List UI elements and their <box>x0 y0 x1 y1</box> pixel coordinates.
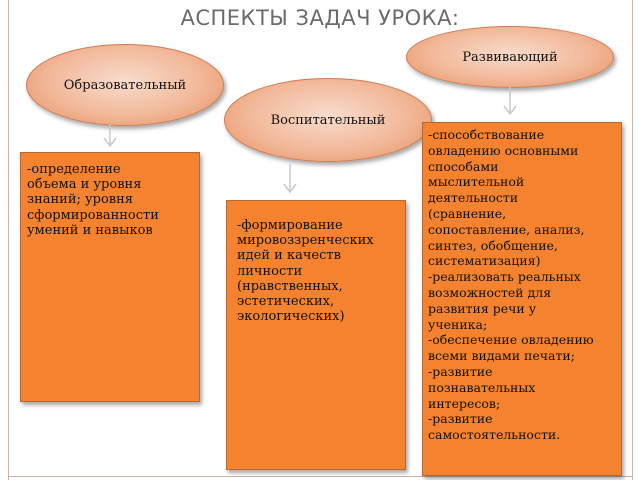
aspect-oval-educational <box>26 44 224 126</box>
aspect-text-educational: -определение объема и уровня знаний; уровня сформированности умений и навыков <box>27 162 159 238</box>
frame-line-right <box>632 0 633 480</box>
aspect-text-upbringing: -формирование мировоззренческих идей и качеств личности (нравственных, эстетических, экологических) <box>237 218 374 325</box>
frame-line-left <box>8 0 9 480</box>
aspect-label-developing: Развивающий <box>462 49 558 65</box>
aspect-box-developing <box>422 122 622 476</box>
aspect-oval-upbringing <box>224 78 432 162</box>
arrow-down-icon <box>100 124 120 152</box>
aspect-text-developing: -способствование овладению основными способами мыслительной деятельности (сравнение, сопоставление, анализ, синтез, обобщение, систематизация) -реализовать реальных возможностей для развития речи у ученика; -обеспечение овладению всеми видами печати; -развитие познавательных интересов; -развитие самостоятельности. <box>428 127 594 443</box>
arrow-down-icon <box>500 86 520 120</box>
aspect-label-upbringing: Воспитательный <box>270 112 386 128</box>
aspect-box-upbringing <box>226 200 406 470</box>
aspect-oval-developing <box>406 26 614 88</box>
slide-title: АСПЕКТЫ ЗАДАЧ УРОКА: <box>180 6 460 30</box>
aspect-label-educational: Образовательный <box>63 77 187 93</box>
frame-line-bottom <box>8 476 632 477</box>
arrow-down-icon <box>280 164 300 198</box>
aspect-box-educational <box>20 152 200 402</box>
